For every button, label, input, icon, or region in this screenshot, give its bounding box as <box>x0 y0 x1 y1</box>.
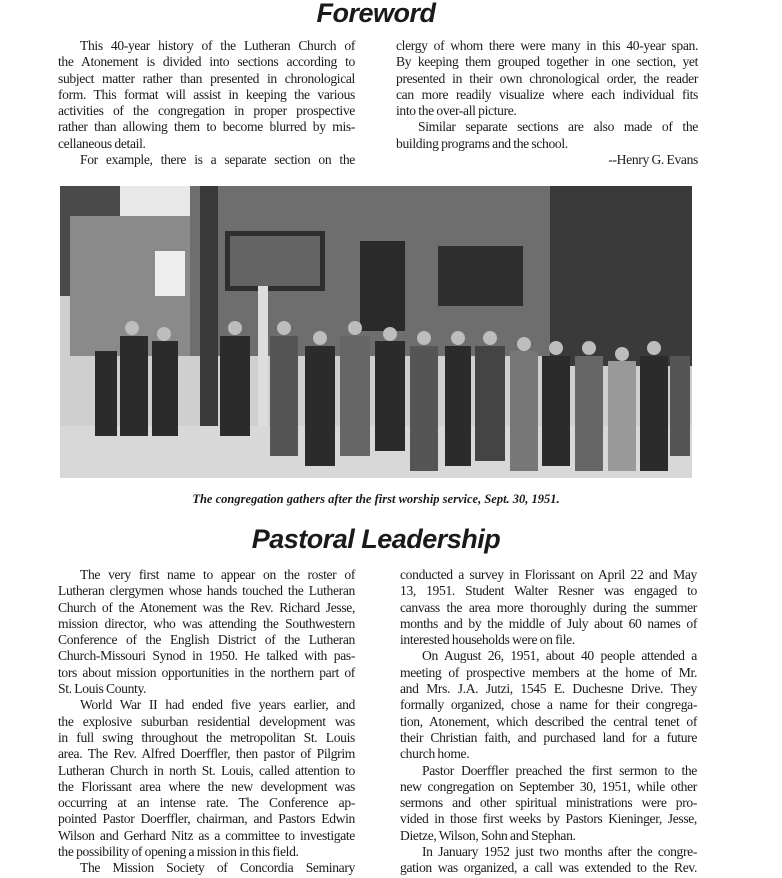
text-line: Lutheran clergymen whose hands touched the Lutheran <box>58 583 355 599</box>
text-line: tors about mission opportunities in the northern part of <box>58 664 355 680</box>
text-line: vided in those first weeks by Pastors Kieninger, Jesse, <box>400 811 697 827</box>
paragraph <box>58 860 355 876</box>
text-line: World War II had ended five years earlier, and <box>80 697 355 713</box>
pastoral-right-column <box>400 567 697 877</box>
text-line: This 40-year history of the Lutheran Church of <box>80 38 355 53</box>
text-line: cellaneous detail. <box>58 135 146 151</box>
paragraph <box>400 844 697 877</box>
paragraph <box>58 152 355 168</box>
text-line: sermons and other spiritual ministrations were pro- <box>400 795 697 811</box>
text-line: rather than allowing them to become blurred by mis- <box>58 119 355 135</box>
text-line: building programs and the school. <box>396 135 568 151</box>
pastoral-leadership-title: Pastoral Leadership <box>251 524 501 554</box>
text-line: On August 26, 1951, about 40 people attended a <box>422 648 697 664</box>
text-line: tion, Atonement, which described the central tenet of <box>400 713 697 729</box>
text-line: can more readily visualize where each individual fits <box>396 86 698 102</box>
text-line: conducted a survey in Florissant on April 22 and May <box>400 567 697 582</box>
text-line: For example, there is a separate section on the <box>80 152 355 168</box>
photo-caption: The congregation gathers after the first worship service, Sept. 30, 1951. <box>192 492 560 506</box>
text-line: meeting of prospective members at the home of Mr. <box>400 664 697 680</box>
text-line: Church of the Atonement was the Rev. Richard Jesse, <box>58 599 355 615</box>
text-line: church home. <box>400 746 470 762</box>
text-line: new congregation on September 30, 1951, while other <box>400 778 697 794</box>
text-line: 13, 1951. Student Walter Resner was engaged to <box>400 583 697 599</box>
text-line: By keeping them grouped together in one section, yet <box>396 54 698 70</box>
text-line: the explosive suburban residential development was <box>58 713 355 729</box>
text-line: area. The Rev. Alfred Doerffler, then pastor of Pilgrim <box>58 746 355 762</box>
text-line: gation was organized, a call was extended to the Rev. <box>400 860 697 876</box>
text-line: Lutheran Church in north St. Louis, called attention to <box>58 762 355 778</box>
foreword-title: Foreword <box>316 0 436 28</box>
text-line: canvass the area more thoroughly during the summer <box>400 599 697 615</box>
paragraph <box>396 119 698 152</box>
text-line: activities of the congregation in proper prospective <box>58 103 355 119</box>
text-line: form. This format will assist in keeping the various <box>58 86 355 102</box>
paragraph <box>58 38 355 152</box>
pastoral-left-column <box>58 567 355 877</box>
foreword-right-column <box>396 38 698 168</box>
text-line: presented in their own chronological order, the reader <box>396 70 698 86</box>
text-line: Wilson and Gerhard Nitz as a committee to investigate <box>58 827 355 843</box>
text-line: in full swing throughout the metropolitan St. Louis <box>58 729 355 745</box>
paragraph <box>396 38 698 119</box>
text-line: The Mission Society of Concordia Seminary <box>80 860 355 876</box>
text-line: and Mrs. J.A. Jutzi, 1545 E. Duchesne Drive. They <box>400 681 697 697</box>
text-line: occurring at an intense rate. The Conference ap- <box>58 795 355 811</box>
text-line: St. Louis County. <box>58 681 147 697</box>
text-line: formally organized, chose a name for their congrega- <box>400 697 697 713</box>
text-line: into the over-all picture. <box>396 103 517 119</box>
text-line: subject matter rather than presented in chronological <box>58 70 355 86</box>
paragraph <box>400 763 697 844</box>
text-line: the Florissant area where the new development was <box>58 778 355 794</box>
foreword-left-column <box>58 38 355 168</box>
paragraph <box>58 567 355 697</box>
text-line: Similar separate sections are also made of the <box>418 119 698 135</box>
text-line: the Atonement is divided into sections according to <box>58 54 355 70</box>
text-line: mission director, who was attending the Southwestern <box>58 615 355 631</box>
text-line: In January 1952 just two months after the congre- <box>422 844 697 860</box>
paragraph <box>400 567 697 648</box>
text-line: Pastor Doerffler preached the first sermon to the <box>422 762 697 778</box>
text-line: The very first name to appear on the roster of <box>80 567 355 582</box>
text-line: Dietze, Wilson, Sohn and Stephan. <box>400 827 576 843</box>
paragraph <box>400 648 697 762</box>
author-signature: --Henry G. Evans <box>608 152 698 168</box>
text-line: Conference of the English District of the Lutheran <box>58 632 355 648</box>
congregation-photo <box>60 186 692 478</box>
paragraph <box>58 697 355 860</box>
text-line: interested households were on file. <box>400 632 575 648</box>
text-line: Church-Missouri Synod in 1950. He talked with pas- <box>58 648 355 664</box>
text-line: the possibility of opening a mission in this field. <box>58 844 299 860</box>
text-line: clergy of whom there were many in this 40-year span. <box>396 38 698 53</box>
text-line: pointed Pastor Doerffler, chairman, and Pastors Edwin <box>58 811 355 827</box>
text-line: their Christian faith, and purchased land for a future <box>400 729 697 745</box>
text-line: months and by the middle of July about 60 names of <box>400 615 697 631</box>
